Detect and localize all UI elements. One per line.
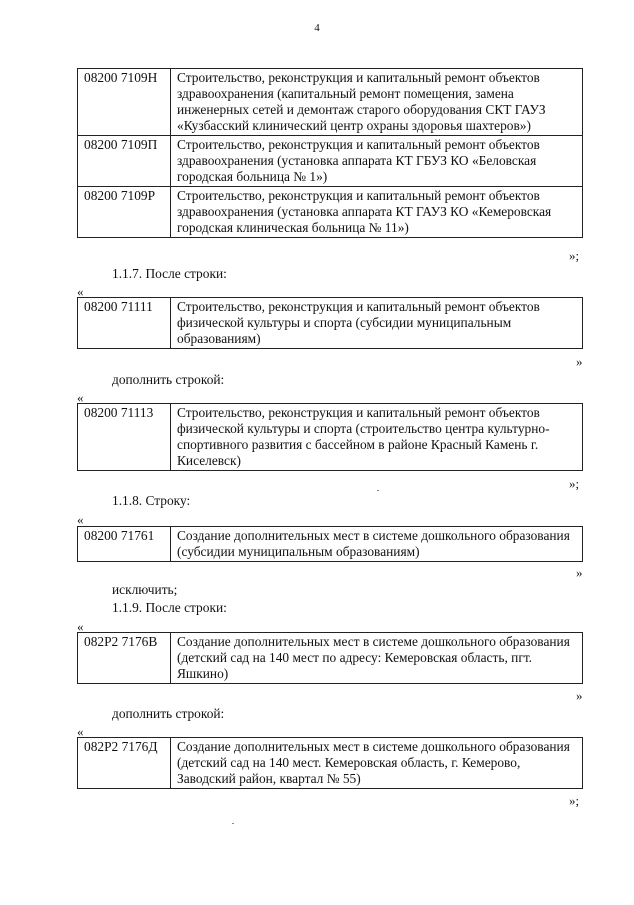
budget-table-3 <box>77 403 583 471</box>
budget-code: 08200 7109Р <box>78 187 171 238</box>
budget-table-2 <box>77 297 583 349</box>
closing-quote: »; <box>569 793 580 808</box>
closing-quote: » <box>576 565 583 580</box>
budget-description: Создание дополнительных мест в системе дошкольного образования (детский сад на 140 мест. Кемеровская область, г. Кемерово, Заводский район, квартал № 55) <box>171 738 583 789</box>
table-row <box>78 187 583 238</box>
opening-quote: « <box>77 512 84 527</box>
table-row <box>78 633 583 684</box>
table-row <box>78 298 583 349</box>
opening-quote: « <box>77 724 84 739</box>
opening-quote: « <box>77 390 84 405</box>
budget-description: Строительство, реконструкция и капитальный ремонт объектов здравоохранения (капитальный ремонт помещения, замена инженерных сетей и демонтаж старого оборудования СКТ ГАУЗ «Кузбасский клинический центр охраны здоровья шахтеров») <box>171 69 583 136</box>
item-heading-1-1-8: 1.1.8. Строку: <box>112 493 191 508</box>
page-number: 4 <box>314 22 320 34</box>
budget-description: Строительство, реконструкция и капитальный ремонт объектов физической культуры и спорта (субсидии муниципальным образованиям) <box>171 298 583 349</box>
scan-speck <box>377 490 379 491</box>
closing-quote: » <box>576 354 583 369</box>
closing-quote: » <box>576 688 583 703</box>
budget-table-4 <box>77 526 583 562</box>
budget-code: 082P2 7176Д <box>78 738 171 789</box>
supplement-instruction: дополнить строкой: <box>112 706 225 721</box>
budget-code: 082P2 7176В <box>78 633 171 684</box>
table-row <box>78 527 583 562</box>
table-row <box>78 738 583 789</box>
supplement-instruction: дополнить строкой: <box>112 372 225 387</box>
budget-table-1 <box>77 68 583 238</box>
budget-code: 08200 71761 <box>78 527 171 562</box>
budget-description: Строительство, реконструкция и капитальный ремонт объектов здравоохранения (установка аппарата КТ ГАУЗ КО «Кемеровская городская клиническая больница № 11») <box>171 187 583 238</box>
budget-description: Создание дополнительных мест в системе дошкольного образования (детский сад на 140 мест по адресу: Кемеровская область, пгт. Яшкино) <box>171 633 583 684</box>
table-row <box>78 69 583 136</box>
budget-code: 08200 71111 <box>78 298 171 349</box>
budget-code: 08200 7109П <box>78 136 171 187</box>
closing-quote: »; <box>569 248 580 263</box>
opening-quote: « <box>77 284 84 299</box>
item-heading-1-1-7: 1.1.7. После строки: <box>112 266 227 281</box>
item-heading-1-1-9: 1.1.9. После строки: <box>112 600 227 615</box>
table-row <box>78 404 583 471</box>
budget-table-6 <box>77 737 583 789</box>
budget-table-5 <box>77 632 583 684</box>
budget-code: 08200 71113 <box>78 404 171 471</box>
exclude-instruction: исключить; <box>112 582 178 597</box>
budget-description: Создание дополнительных мест в системе дошкольного образования (субсидии муниципальным образованиям) <box>171 527 583 562</box>
budget-code: 08200 7109Н <box>78 69 171 136</box>
opening-quote: « <box>77 619 84 634</box>
budget-description: Строительство, реконструкция и капитальный ремонт объектов здравоохранения (установка аппарата КТ ГБУЗ КО «Беловская городская больница № 1») <box>171 136 583 187</box>
scan-speck <box>232 823 234 824</box>
closing-quote: »; <box>569 476 580 491</box>
table-row <box>78 136 583 187</box>
budget-description: Строительство, реконструкция и капитальный ремонт объектов физической культуры и спорта (строительство центра культурно-спортивного развития с бассейном в районе Красный Камень г. Киселевск) <box>171 404 583 471</box>
